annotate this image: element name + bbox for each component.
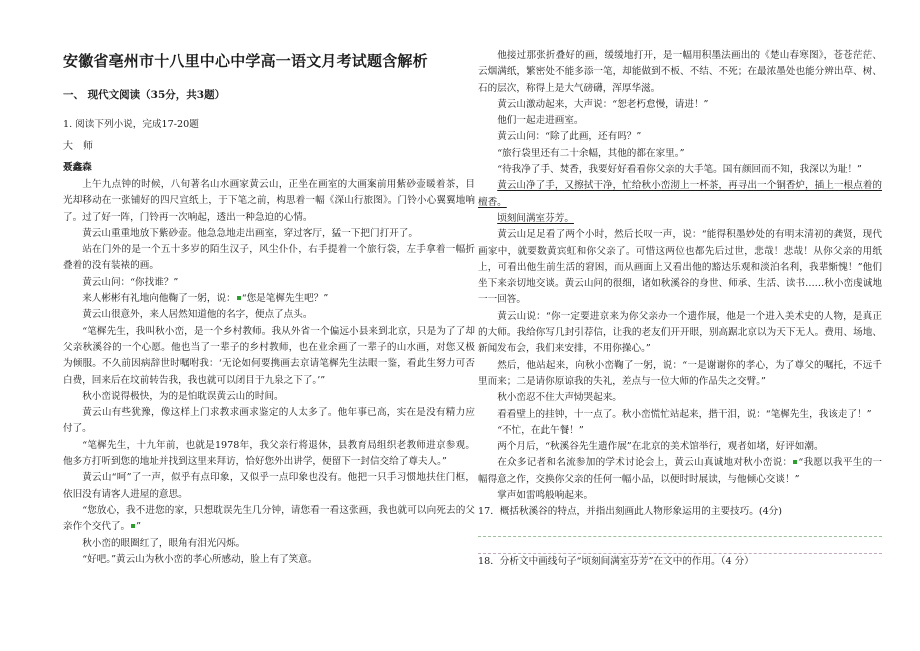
document-title: 安徽省亳州市十八里中心中学高一语文月考试题含解析 [63,52,428,70]
story-paragraph: 他们一起走进画室。 [497,115,584,127]
story-paragraph: 看看壁上的挂钟，十一点了。秋小峦慌忙站起来，揩干泪，说：“笔樨先生，我该走了！” [497,408,872,420]
story-author: 聂鑫森 [63,162,92,173]
story-paragraph: “旅行袋里还有二十余幅，其他的都在家里。” [497,147,685,159]
story-paragraph: 黄云山“呵”了一声，似乎有点印象，又似乎一点印象也没有。他把一只手习惯地扶住门框，依旧没有请客人进屋的意思。 [63,472,475,500]
story-paragraph: 他接过那张折叠好的画，缓缓地打开，是一幅用积墨法画出的《楚山春寒图》，苍苍茫茫、云烟满纸，繁密处不能多添一笔，却能做到不板、不结、不死；在最浓墨处也能分辨出草、树、石的层次，称得上是大气磅礴，浑厚华滋。 [478,50,882,94]
question-17: 17．概括秋溪谷的特点，并指出刻画此人物形象运用的主要技巧。(4分) [478,506,783,518]
story-paragraph: 秋小峦说得极快，为的是怕耽误黄云山的时间。 [82,390,284,402]
story-paragraph: 然后，他站起来，向秋小峦鞠了一躬，说：“一是谢谢你的孝心，为了尊父的嘱托，不远千里而来；二是请你原谅我的失礼，差点与一位大师的作品失之交臂。” [478,359,882,387]
paragraph-text: “您是笔樨先生吧？” [241,293,329,305]
story-paragraph-underlined: 黄云山净了手，又擦拭干净，忙给秋小峦沏上一杯茶，再寻出一个铜香炉，插上一根点着的檀香。 [478,180,882,208]
answer-line [478,536,882,537]
story-paragraph: “待我净了手、焚香，我要好好看看你父亲的大手笔。国有颜回而不知，我深以为耻！” [497,164,862,176]
story-paragraph: 站在门外的是一个五十多岁的陌生汉子，风尘仆仆，右手提着一个旅行袋，左手拿着一幅折叠着的没有装裱的画。 [63,244,475,272]
revision-mark-icon [237,296,241,300]
right-column [478,48,882,570]
story-paragraph: 黄云山问：“你找谁？” [82,276,179,288]
story-paragraph: 黄云山很意外，来人居然知道他的名字，便点了点头。 [82,309,313,321]
paragraph-text: 来人彬彬有礼地向他鞠了一躬，说： [82,293,236,305]
question-intro: 1. 阅读下列小说，完成17-20题 [63,119,199,130]
story-paragraph: 黄云山有些犹豫，像这样上门求教求画求鉴定的人太多了。他年事已高，实在是没有精力应付了。 [63,407,475,435]
story-paragraph [63,503,475,536]
story-paragraph: 黄云山说：“你一定要进京来为你父亲办一个遗作展，他是一个进入美术史的人物，是真正的大师。我给你写几封引荐信，让我的老友们开开眼，别高踞北京以为天下无人。费用、场地、新闻发布会，我们来安排，不用你操心。” [478,310,882,355]
left-column [63,46,475,568]
story-paragraph: 秋小峦的眼圈红了，眼角有泪光闪烁。 [82,537,246,549]
story-paragraph: 黄云山足足看了两个小时，然后长叹一声，说：“能得积墨妙处的有明末清初的龚贤，现代画家中，就要数黄宾虹和你父亲了。可惜这两位也都先后过世，悲哉！悲哉！从你父亲的用纸上，可看出他生前生活的窘困，而从画面上又看出他的豁达乐观和淡泊名利，我辈惭愧！”他们坐下来亲切地交谈。黄云山问的很细，诸如秋溪谷的身世、师承、生活、读书……秋小峦虔诚地一一回答。 [478,229,882,306]
story-paragraph: 上午九点钟的时候，八旬著名山水画家黄云山，正坐在画室的大画案前用紫砂壶暖着茶，目光却移动在一张铺好的四尺宣纸上，于下笔之前，构思着一幅《深山行旅图》。门铃小心翼翼地响了。过了好一阵，门铃再一次响起，透出一种急迫的心情。 [63,179,475,223]
story-paragraph: “好吧。”黄云山为秋小峦的孝心所感动，脸上有了笑意。 [82,553,318,565]
story-paragraph [478,455,882,488]
revision-mark-icon [131,524,135,528]
story-paragraph: 两个月后，“秋溪谷先生遗作展”在北京的美术馆举行，观者如堵，好评如潮。 [497,441,824,453]
story-paragraph: 黄云山激动起来，大声说：“恕老朽怠慢，请进！” [497,98,709,110]
story-paragraph: “笔樨先生，我叫秋小峦，是一个乡村教师。我从外省一个偏远小县来到北京，只是为了了却父亲秋溪谷的一个心愿。他也当了一辈子的乡村教师，也在业余画了一辈子的山水画，对您又极为倾服。不久前因病辞世时嘱咐我：‘无论如何要携画去京请笔樨先生法眼一鉴，看此生努力可否白费，回来后在坟前转告我，我也就可以闭目于九泉之下了。’” [63,325,475,386]
story-paragraph: “笔樨先生，十九年前，也就是1978年，我父亲行将退休，县教育局组织老教师进京参观。他多方打听到您的地址并找到这里来拜访，恰好您外出讲学，便留下一封信交给了尊夫人。” [63,439,475,468]
story-paragraph-underlined: 顷刻间满室芬芳。 [497,212,574,224]
story-paragraph [63,291,475,307]
story-paragraph: “不忙，在此午餐！” [497,424,584,436]
revision-mark-icon [793,460,797,464]
question-18: 18．分析文中画线句子“顷刻间满室芬芳”在文中的作用。（4 分） [478,555,754,567]
story-paragraph: 秋小峦忍不住大声恸哭起来。 [497,392,622,404]
story-paragraph: 黄云山重重地放下紫砂壶。他急急地走出画室，穿过客厅，猛一下把门打开了。 [82,227,418,239]
story-paragraph: 掌声如雷鸣般响起来。 [497,490,594,502]
story-paragraph: 黄云山问：“除了此画，还有吗？” [497,131,642,143]
section-heading: 一、 现代文阅读（35分，共3题） [63,89,226,101]
paragraph-text: ” [136,521,142,533]
paragraph-text: “我愿以我平生的一幅得意之作，交换你父亲的任何一幅小品，以便时时展读，与他倾心交谈！” [478,457,883,485]
paragraph-text: “您放心，我不进您的家，只想耽误先生几分钟，请您看一看这张画，我也就可以向死去的父亲作个交代了。 [63,504,475,533]
paragraph-text: 在众多记者和名流参加的学术讨论会上，黄云山真诚地对秋小峦说： [497,457,793,469]
story-title: 大 师 [63,141,93,152]
